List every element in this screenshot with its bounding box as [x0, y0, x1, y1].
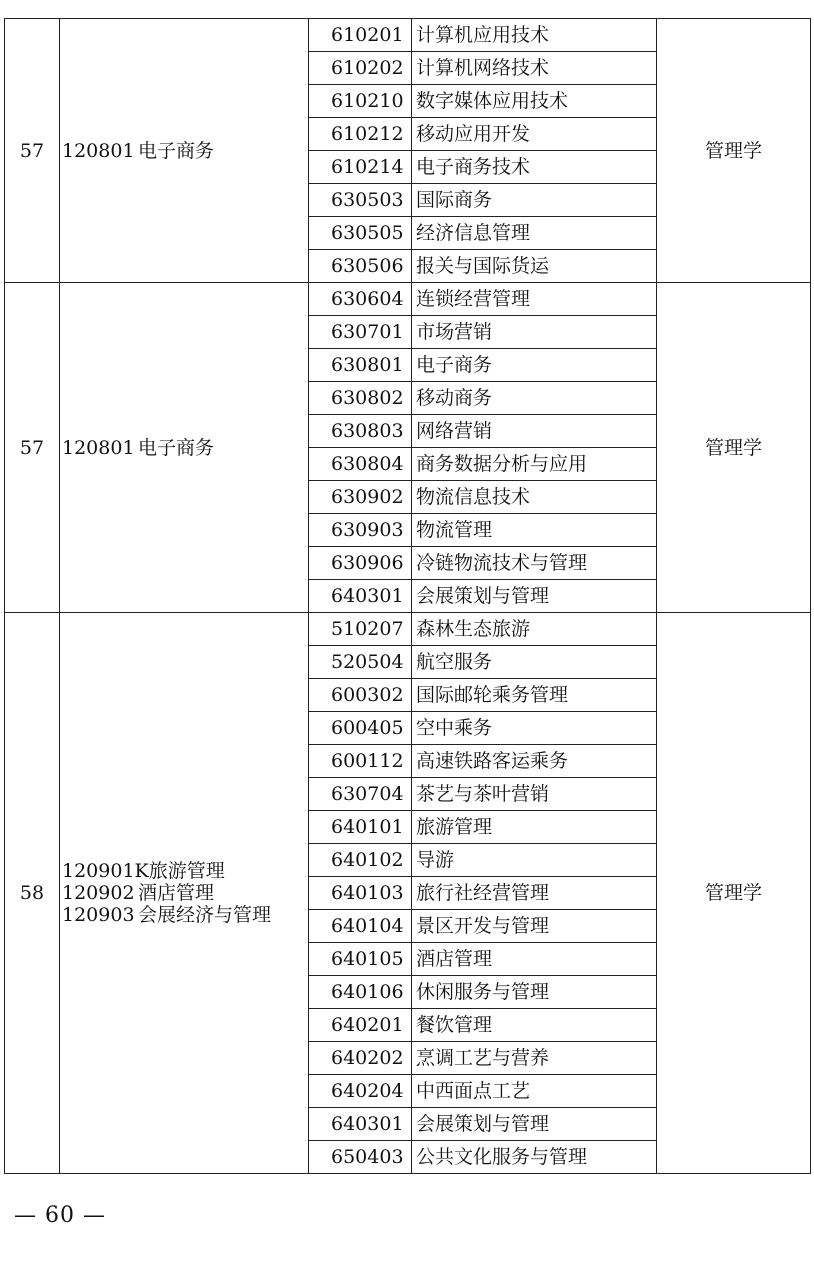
vocational-major-name: 电子商务 [412, 349, 657, 382]
vocational-major-code: 630902 [309, 481, 412, 514]
undergrad-major-code: 120901K [62, 860, 149, 882]
vocational-major-name: 物流信息技术 [412, 481, 657, 514]
vocational-major-code: 610210 [309, 85, 412, 118]
vocational-major-code: 640101 [309, 811, 412, 844]
vocational-major-name: 旅行社经营管理 [412, 877, 657, 910]
sequence-number-cell: 57 [5, 19, 60, 283]
vocational-major-code: 520504 [309, 646, 412, 679]
sequence-number-cell: 58 [5, 613, 60, 1174]
vocational-major-name: 报关与国际货运 [412, 250, 657, 283]
vocational-major-name: 导游 [412, 844, 657, 877]
vocational-major-code: 630903 [309, 514, 412, 547]
vocational-major-code: 630506 [309, 250, 412, 283]
vocational-major-code: 610202 [309, 52, 412, 85]
vocational-major-code: 640106 [309, 976, 412, 1009]
vocational-major-code: 600112 [309, 745, 412, 778]
vocational-major-code: 640105 [309, 943, 412, 976]
vocational-major-name: 计算机网络技术 [412, 52, 657, 85]
vocational-major-code: 610214 [309, 151, 412, 184]
vocational-major-name: 电子商务技术 [412, 151, 657, 184]
vocational-major-code: 630906 [309, 547, 412, 580]
vocational-major-code: 640204 [309, 1075, 412, 1108]
undergrad-major-name: 酒店管理 [138, 882, 215, 904]
vocational-major-name: 景区开发与管理 [412, 910, 657, 943]
major-mapping-table [4, 18, 811, 1174]
table-row [5, 19, 811, 52]
undergrad-major-code: 120902 [62, 882, 135, 904]
vocational-major-code: 650403 [309, 1141, 412, 1174]
vocational-major-code: 630503 [309, 184, 412, 217]
discipline-category-cell: 管理学 [657, 283, 811, 613]
undergrad-major-code: 120903 [62, 904, 135, 926]
table-body [5, 19, 811, 1174]
vocational-major-code: 630701 [309, 316, 412, 349]
vocational-major-name: 休闲服务与管理 [412, 976, 657, 1009]
vocational-major-name: 数字媒体应用技术 [412, 85, 657, 118]
vocational-major-name: 计算机应用技术 [412, 19, 657, 52]
vocational-major-code: 640104 [309, 910, 412, 943]
vocational-major-code: 640301 [309, 580, 412, 613]
undergrad-major-name: 会展经济与管理 [138, 904, 272, 926]
major-mapping-table-wrapper [4, 18, 810, 1174]
undergrad-major-code: 120801 [62, 436, 135, 459]
vocational-major-name: 航空服务 [412, 646, 657, 679]
vocational-major-code: 600405 [309, 712, 412, 745]
vocational-major-name: 中西面点工艺 [412, 1075, 657, 1108]
vocational-major-name: 经济信息管理 [412, 217, 657, 250]
undergrad-major-entry [62, 904, 308, 926]
vocational-major-code: 630803 [309, 415, 412, 448]
vocational-major-code: 510207 [309, 613, 412, 646]
undergrad-major-entry [62, 882, 308, 904]
vocational-major-name: 会展策划与管理 [412, 1108, 657, 1141]
page-number: — 60 — [14, 1203, 106, 1228]
vocational-major-code: 630704 [309, 778, 412, 811]
discipline-category-cell: 管理学 [657, 613, 811, 1174]
vocational-major-name: 商务数据分析与应用 [412, 448, 657, 481]
vocational-major-code: 640201 [309, 1009, 412, 1042]
vocational-major-code: 630802 [309, 382, 412, 415]
vocational-major-name: 移动应用开发 [412, 118, 657, 151]
undergrad-major-cell [60, 283, 309, 613]
undergrad-major-entry [62, 860, 308, 882]
vocational-major-name: 烹调工艺与营养 [412, 1042, 657, 1075]
table-row [5, 283, 811, 316]
vocational-major-name: 物流管理 [412, 514, 657, 547]
vocational-major-code: 640103 [309, 877, 412, 910]
vocational-major-name: 移动商务 [412, 382, 657, 415]
undergrad-major-entry [62, 437, 308, 459]
vocational-major-code: 610212 [309, 118, 412, 151]
vocational-major-code: 640301 [309, 1108, 412, 1141]
vocational-major-code: 640102 [309, 844, 412, 877]
vocational-major-name: 空中乘务 [412, 712, 657, 745]
table-row [5, 613, 811, 646]
vocational-major-name: 酒店管理 [412, 943, 657, 976]
vocational-major-name: 森林生态旅游 [412, 613, 657, 646]
vocational-major-name: 冷链物流技术与管理 [412, 547, 657, 580]
undergrad-major-cell [60, 613, 309, 1174]
vocational-major-name: 连锁经营管理 [412, 283, 657, 316]
undergrad-major-code: 120801 [62, 139, 135, 162]
undergrad-major-name: 电子商务 [138, 139, 215, 162]
vocational-major-name: 国际商务 [412, 184, 657, 217]
vocational-major-name: 公共文化服务与管理 [412, 1141, 657, 1174]
vocational-major-name: 餐饮管理 [412, 1009, 657, 1042]
vocational-major-name: 会展策划与管理 [412, 580, 657, 613]
vocational-major-code: 640202 [309, 1042, 412, 1075]
vocational-major-name: 高速铁路客运乘务 [412, 745, 657, 778]
vocational-major-name: 市场营销 [412, 316, 657, 349]
vocational-major-code: 610201 [309, 19, 412, 52]
sequence-number-cell: 57 [5, 283, 60, 613]
vocational-major-code: 630801 [309, 349, 412, 382]
undergrad-major-name: 电子商务 [138, 436, 215, 459]
vocational-major-name: 国际邮轮乘务管理 [412, 679, 657, 712]
undergrad-major-cell [60, 19, 309, 283]
vocational-major-name: 网络营销 [412, 415, 657, 448]
vocational-major-code: 630804 [309, 448, 412, 481]
undergrad-major-name: 旅游管理 [148, 860, 225, 882]
vocational-major-code: 630505 [309, 217, 412, 250]
vocational-major-name: 旅游管理 [412, 811, 657, 844]
vocational-major-name: 茶艺与茶叶营销 [412, 778, 657, 811]
vocational-major-code: 630604 [309, 283, 412, 316]
vocational-major-code: 600302 [309, 679, 412, 712]
undergrad-major-entry [62, 140, 308, 162]
discipline-category-cell: 管理学 [657, 19, 811, 283]
